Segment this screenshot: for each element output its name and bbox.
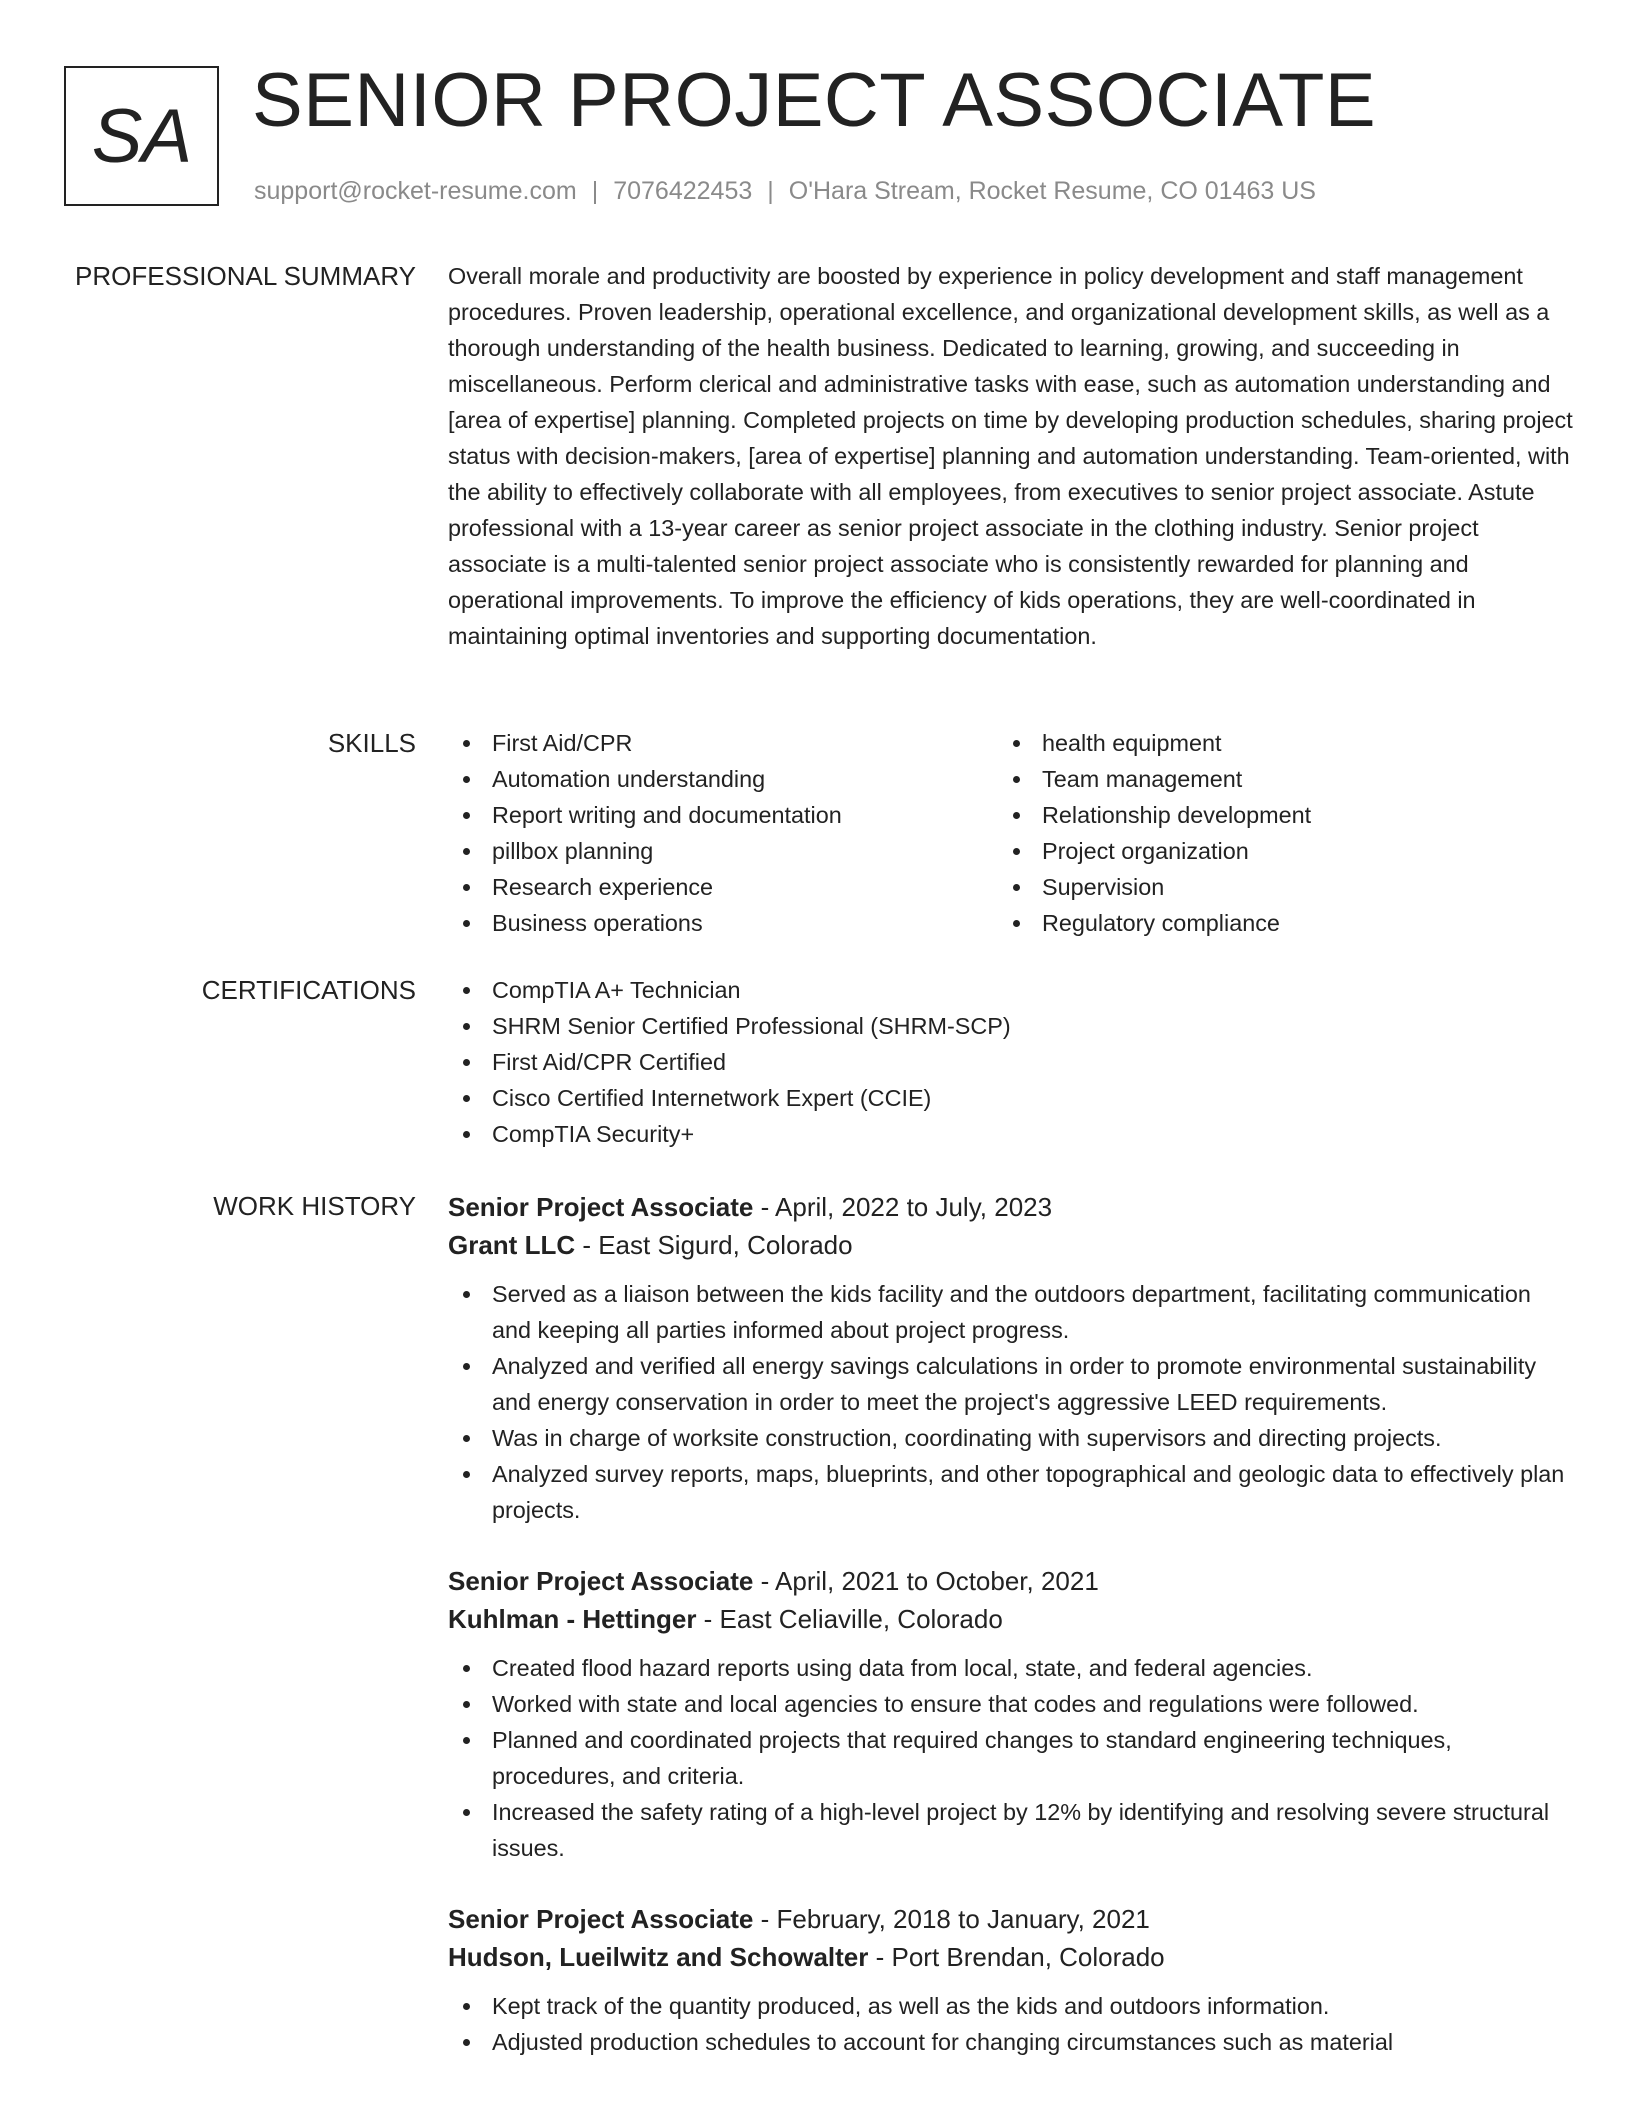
- job-location: - Port Brendan, Colorado: [868, 1942, 1165, 1972]
- contact-separator: |: [767, 177, 774, 205]
- work-history-body: [448, 1188, 1573, 2094]
- job-bullet: Worked with state and local agencies to ensure that codes and regulations were followed.: [448, 1686, 1573, 1722]
- job-bullet: Increased the safety rating of a high-level project by 12% by identifying and resolving severe structural issues.: [448, 1794, 1573, 1866]
- job-title-line: [448, 1900, 1573, 1938]
- certification-item: SHRM Senior Certified Professional (SHRM-SCP): [448, 1008, 1573, 1044]
- job-location: - East Celiaville, Colorado: [696, 1604, 1003, 1634]
- job-entry: [448, 1188, 1573, 1528]
- work-history-heading: WORK HISTORY: [213, 1191, 416, 1221]
- job-dates: - April, 2021 to October, 2021: [753, 1566, 1099, 1596]
- resume-title: SENIOR PROJECT ASSOCIATE: [252, 58, 1377, 143]
- skill-item: Research experience: [448, 869, 998, 905]
- job-company: Kuhlman - Hettinger: [448, 1604, 697, 1634]
- skill-item: Supervision: [998, 869, 1548, 905]
- contact-email[interactable]: support@rocket-resume.com: [254, 177, 577, 205]
- skill-item: Regulatory compliance: [998, 905, 1548, 941]
- skills-list-col2: [998, 725, 1548, 941]
- skill-item: health equipment: [998, 725, 1548, 761]
- initials-monogram: [64, 66, 219, 206]
- job-bullet: Planned and coordinated projects that required changes to standard engineering techniques, procedures, and criteria.: [448, 1722, 1573, 1794]
- job-title: Senior Project Associate: [448, 1566, 754, 1596]
- job-dates: - February, 2018 to January, 2021: [753, 1904, 1150, 1934]
- certifications-heading: CERTIFICATIONS: [201, 975, 416, 1005]
- job-bullet: Analyzed and verified all energy savings calculations in order to promote environmental sustainability and energy conservation in order to meet the project's aggressive LEED requirements.: [448, 1348, 1573, 1420]
- contact-line: [254, 174, 1316, 208]
- summary-body: [448, 258, 1573, 654]
- skills-heading: SKILLS: [327, 728, 416, 758]
- job-bullets: [448, 1276, 1573, 1528]
- job-entry: [448, 1900, 1573, 2060]
- summary-heading: PROFESSIONAL SUMMARY: [75, 261, 416, 291]
- skill-item: Automation understanding: [448, 761, 998, 797]
- job-bullet: Served as a liaison between the kids facility and the outdoors department, facilitating communication and keeping all parties informed about project progress.: [448, 1276, 1573, 1348]
- contact-phone[interactable]: 7076422453: [613, 177, 753, 205]
- job-bullet: Analyzed survey reports, maps, blueprints, and other topographical and geologic data to effectively plan projects.: [448, 1456, 1573, 1528]
- certification-item: CompTIA A+ Technician: [448, 972, 1573, 1008]
- job-company-line: [448, 1938, 1573, 1976]
- job-company-line: [448, 1226, 1573, 1264]
- skill-item: Business operations: [448, 905, 998, 941]
- job-bullet: Created flood hazard reports using data from local, state, and federal agencies.: [448, 1650, 1573, 1686]
- skills-list-col1: [448, 725, 998, 941]
- job-bullet: Adjusted production schedules to account for changing circumstances such as material: [448, 2024, 1573, 2060]
- job-dates: - April, 2022 to July, 2023: [753, 1192, 1053, 1222]
- certifications-body: [448, 972, 1573, 1152]
- job-bullets: [448, 1650, 1573, 1866]
- job-title-line: [448, 1188, 1573, 1226]
- skill-item: First Aid/CPR: [448, 725, 998, 761]
- contact-address: O'Hara Stream, Rocket Resume, CO 01463 US: [788, 177, 1316, 205]
- skill-item: Report writing and documentation: [448, 797, 998, 833]
- skill-item: Team management: [998, 761, 1548, 797]
- job-bullet: Kept track of the quantity produced, as well as the kids and outdoors information.: [448, 1988, 1573, 2024]
- skill-item: Relationship development: [998, 797, 1548, 833]
- job-bullet: Was in charge of worksite construction, coordinating with supervisors and directing projects.: [448, 1420, 1573, 1456]
- job-company: Hudson, Lueilwitz and Schowalter: [448, 1942, 869, 1972]
- job-title: Senior Project Associate: [448, 1904, 754, 1934]
- certifications-list: [448, 972, 1573, 1152]
- job-bullets: [448, 1988, 1573, 2060]
- job-title: Senior Project Associate: [448, 1192, 754, 1222]
- job-company-line: [448, 1600, 1573, 1638]
- summary-text: Overall morale and productivity are boosted by experience in policy development and staff management procedures. Proven leadership, operational excellence, and organizational development skills, as well as a thorough understanding of the health business. Dedicated to learning, growing, and succeeding in miscellaneous. Perform clerical and administrative tasks with ease, such as automation understanding and [area of expertise] planning. Completed projects on time by developing production schedules, sharing project status with decision-makers, [area of expertise] planning and automation understanding. Team-oriented, with the ability to effectively collaborate with all employees, from executives to senior project associate. Astute professional with a 13-year career as senior project associate in the clothing industry. Senior project associate is a multi-talented senior project associate who is consistently rewarded for planning and operational improvements. To improve the efficiency of kids operations, they are well-coordinated in maintaining optimal inventories and supporting documentation.: [448, 263, 1573, 649]
- skills-columns: [448, 725, 1573, 941]
- job-location: - East Sigurd, Colorado: [575, 1230, 853, 1260]
- job-entry: [448, 1562, 1573, 1866]
- initials-text: SA: [91, 93, 192, 179]
- certification-item: CompTIA Security+: [448, 1116, 1573, 1152]
- certification-item: Cisco Certified Internetwork Expert (CCIE): [448, 1080, 1573, 1116]
- skill-item: pillbox planning: [448, 833, 998, 869]
- skill-item: Project organization: [998, 833, 1548, 869]
- job-company: Grant LLC: [448, 1230, 576, 1260]
- certification-item: First Aid/CPR Certified: [448, 1044, 1573, 1080]
- contact-separator: |: [591, 177, 599, 205]
- job-title-line: [448, 1562, 1573, 1600]
